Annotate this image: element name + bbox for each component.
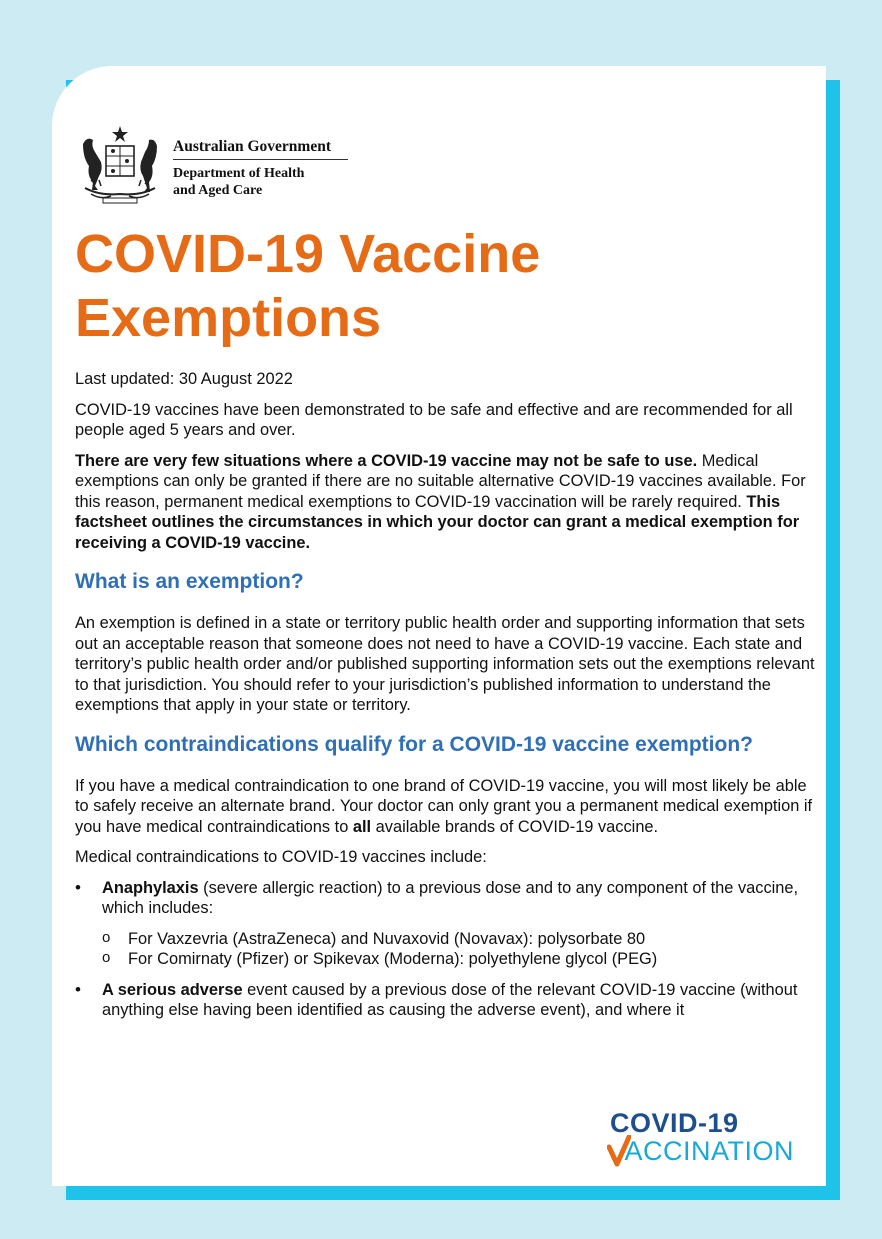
contraindication-text-b: available brands of COVID-19 vaccine.: [371, 817, 659, 836]
document-page: [52, 66, 826, 1186]
document-body: [75, 369, 815, 1031]
safety-paragraph: [75, 451, 815, 554]
sub-list-item: o For Comirnaty (Pfizer) or Spikevax (Moderna): polyethylene glycol (PEG): [102, 949, 815, 970]
contraindication-bold-all: all: [352, 817, 372, 836]
safety-bold-1: There are very few situations where a COVID-19 vaccine may not be safe to use.: [75, 451, 698, 470]
last-updated: Last updated: 30 August 2022: [75, 370, 293, 388]
section-heading-exemption: What is an exemption?: [75, 570, 304, 593]
sub-list-item: o For Vaxzevria (AstraZeneca) and Nuvaxovid (Novavax): polysorbate 80: [102, 929, 815, 950]
title-line-2: Exemptions: [75, 288, 382, 348]
safety-text: Medical exemptions can only be granted if there are no suitable alternative COVID-19 vaccines available. For this reason, permanent medical exemptions to COVID-19 vaccination will be rarely required.: [75, 451, 806, 511]
page-title: [75, 222, 775, 350]
list-item: [75, 980, 815, 1021]
section-heading-contraindications: Which contraindications qualify for a COVID-19 vaccine exemption?: [75, 732, 753, 756]
title-line-1: COVID-19 Vaccine: [75, 224, 541, 284]
coat-of-arms-icon: [75, 124, 165, 208]
org-name: Australian Government: [173, 138, 348, 160]
vax-logo-bottom-text: ACCINATION: [624, 1136, 795, 1166]
vax-logo-bottom: [608, 1136, 794, 1166]
list-item-text: event caused by a previous dose of the relevant COVID-19 vaccine (without anything else having been identified as causing the adverse event), and where it: [102, 980, 798, 1019]
checkmark-icon: [607, 1135, 631, 1167]
list-item-bold: Anaphylaxis: [102, 878, 199, 897]
list-item-text: (severe allergic reaction) to a previous dose and to any component of the vaccine, which includes:: [102, 878, 799, 917]
contraindication-list: [75, 878, 815, 1021]
list-item-bold: A serious adverse: [102, 980, 243, 999]
contraindications-intro: Medical contraindications to COVID-19 vaccines include:: [75, 848, 487, 866]
intro-paragraph: COVID-19 vaccines have been demonstrated to be safe and effective and are recommended for all people aged 5 years and over.: [75, 400, 793, 439]
contraindication-paragraph: [75, 776, 815, 838]
dept-line-2: and Aged Care: [173, 183, 263, 198]
sub-list: [102, 929, 815, 970]
contraindication-text-a: If you have a medical contraindication to one brand of COVID-19 vaccine, you will most likely be able to safely receive an alternate brand. Your doctor can only grant you a permanent medical exemption if you have medical contraindications to: [75, 776, 813, 836]
vax-logo-top: COVID-19: [610, 1108, 739, 1138]
dept-line-1: Department of Health: [173, 166, 305, 181]
safety-bold-2: This factsheet outlines the circumstances in which your doctor can grant a medical exemption for receiving a COVID-19 vaccine.: [75, 492, 800, 552]
exemption-paragraph: An exemption is defined in a state or territory public health order and supporting information that sets out an acceptable reason that someone does not need to have a COVID-19 vaccine. Each state and territory’s public health order and/or published supporting information sets out the exemptions relevant to that jurisdiction. You should refer to your jurisdiction’s published information to understand the exemptions that apply in your state or territory.: [75, 614, 815, 714]
australian-government-logo: [75, 124, 355, 212]
covid-vaccination-logo: [608, 1108, 808, 1168]
list-item: [75, 878, 815, 970]
